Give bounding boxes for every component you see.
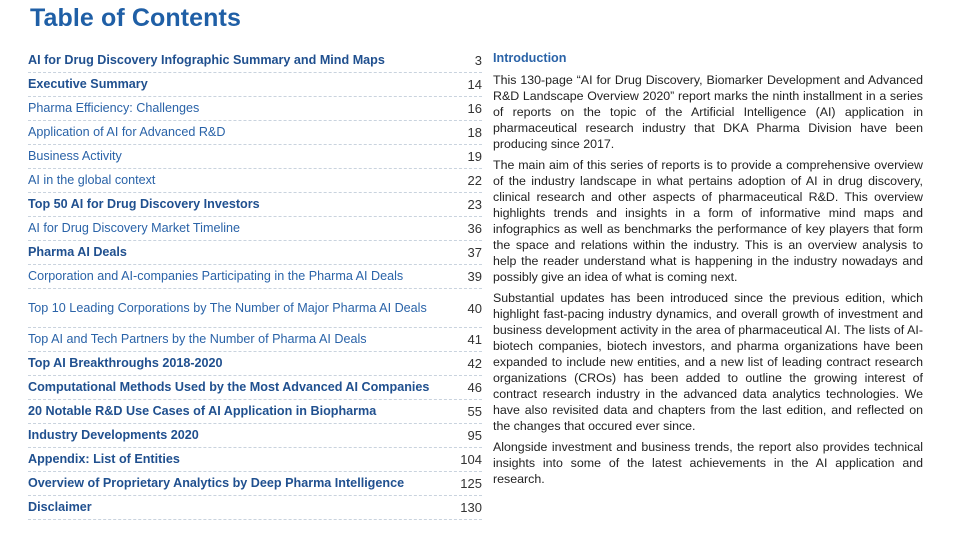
toc-entry[interactable] bbox=[28, 169, 482, 193]
toc-entry[interactable] bbox=[28, 448, 482, 472]
toc-entry[interactable] bbox=[28, 376, 482, 400]
toc-entry-title: AI for Drug Discovery Market Timeline bbox=[28, 221, 241, 235]
toc-entry-title: Appendix: List of Entities bbox=[28, 452, 180, 466]
introduction-paragraph: This 130-page “AI for Drug Discovery, Biomarker Development and Advanced R&D Landscape Overview 2020” report marks the ninth installment in a series of reports on the topic of the Artificial Intelligence (AI) application in pharmaceutical research industry that DKA Pharma Division have been producing since 2017. bbox=[493, 73, 923, 151]
toc-entry-page-number: 37 bbox=[467, 245, 482, 260]
toc-entry-page-number: 95 bbox=[467, 428, 482, 443]
toc-entry-title: Computational Methods Used by the Most Advanced AI Companies bbox=[28, 380, 430, 394]
toc-entry[interactable] bbox=[28, 328, 482, 352]
toc-entry-page-number: 14 bbox=[467, 77, 482, 92]
toc-entry-title: Top AI Breakthroughs 2018-2020 bbox=[28, 356, 223, 370]
introduction-heading: Introduction bbox=[493, 51, 567, 65]
toc-entry-page-number: 55 bbox=[467, 404, 482, 419]
introduction-section bbox=[493, 51, 923, 492]
toc-entry-page-number: 125 bbox=[460, 476, 482, 491]
toc-entry-page-number: 104 bbox=[460, 452, 482, 467]
toc-entry-title: Industry Developments 2020 bbox=[28, 428, 199, 442]
introduction-paragraph: Alongside investment and business trends, the report also provides technical insights into some of the latest achievements in the AI application and research. bbox=[493, 440, 923, 486]
toc-entry-page-number: 42 bbox=[467, 356, 482, 371]
toc-entry-page-number: 40 bbox=[467, 300, 482, 316]
introduction-paragraph: Substantial updates has been introduced since the previous edition, which highlight fast-pacing industry dynamics, and overall growth of investment and business development activity in the area of pharmaceutical AI. The lists of AI-biotech companies, biotech investors, and pharma organizations have been expanded to include new entities, and a new list of leading contract research organizations (CROs) has been added to outline the growing interest of contract research industry in the advanced data analytics technologies. We have also revisited data and chapters from the last edition, and reflected on the changes that occured ever since. bbox=[493, 291, 923, 433]
table-of-contents bbox=[28, 49, 482, 520]
toc-entry-page-number: 130 bbox=[460, 500, 482, 515]
toc-entry[interactable] bbox=[28, 49, 482, 73]
toc-entry-title: Business Activity bbox=[28, 149, 122, 163]
introduction-paragraph: The main aim of this series of reports is to provide a comprehensive overview of the industry landscape in what pertains adoption of AI in drug discovery, clinical research and other aspects of pharmaceutical R&D. This overview highlights trends and insights in a form of informative mind maps and infographics as well as benchmarks the performance of key players that form the space and relations within the industry. This is an overview analysis to help the reader understand what is happening in the industry nowadays and possibly give an idea of what is coming next. bbox=[493, 158, 923, 284]
toc-entry[interactable] bbox=[28, 400, 482, 424]
toc-entry[interactable] bbox=[28, 241, 482, 265]
toc-entry-title: Application of AI for Advanced R&D bbox=[28, 125, 226, 139]
toc-entry-title: Overview of Proprietary Analytics by Deep Pharma Intelligence bbox=[28, 476, 405, 490]
toc-entry[interactable] bbox=[28, 472, 482, 496]
toc-entry[interactable] bbox=[28, 424, 482, 448]
toc-entry-title: Pharma Efficiency: Challenges bbox=[28, 101, 200, 115]
toc-entry[interactable] bbox=[28, 352, 482, 376]
toc-entry-page-number: 18 bbox=[467, 125, 482, 140]
toc-entry-page-number: 23 bbox=[467, 197, 482, 212]
toc-entry-page-number: 39 bbox=[467, 269, 482, 284]
toc-entry-title: Disclaimer bbox=[28, 500, 92, 514]
toc-entry-page-number: 46 bbox=[467, 380, 482, 395]
toc-entry[interactable] bbox=[28, 121, 482, 145]
toc-entry[interactable] bbox=[28, 265, 482, 289]
toc-entry-page-number: 19 bbox=[467, 149, 482, 164]
toc-entry[interactable] bbox=[28, 73, 482, 97]
toc-entry[interactable] bbox=[28, 97, 482, 121]
toc-entry-page-number: 36 bbox=[467, 221, 482, 236]
toc-entry-title: AI for Drug Discovery Infographic Summary and Mind Maps bbox=[28, 53, 385, 67]
toc-entry[interactable] bbox=[28, 217, 482, 241]
toc-entry-title: AI in the global context bbox=[28, 173, 156, 187]
toc-entry-title: Top 50 AI for Drug Discovery Investors bbox=[28, 197, 260, 211]
toc-entry-title: Pharma AI Deals bbox=[28, 245, 127, 259]
toc-entry-page-number: 22 bbox=[467, 173, 482, 188]
toc-entry-title: Top 10 Leading Corporations by The Number of Major Pharma AI Deals bbox=[28, 300, 427, 315]
toc-entry-page-number: 41 bbox=[467, 332, 482, 347]
toc-entry-title: 20 Notable R&D Use Cases of AI Application in Biopharma bbox=[28, 404, 377, 418]
toc-entry-page-number: 3 bbox=[474, 53, 482, 68]
toc-entry-title: Corporation and AI-companies Participating in the Pharma AI Deals bbox=[28, 269, 404, 283]
toc-entry[interactable] bbox=[28, 193, 482, 217]
toc-entry[interactable] bbox=[28, 289, 482, 328]
toc-entry-title: Executive Summary bbox=[28, 77, 148, 91]
page-title: Table of Contents bbox=[30, 4, 241, 32]
toc-entry[interactable] bbox=[28, 496, 482, 520]
toc-entry-title: Top AI and Tech Partners by the Number of Pharma AI Deals bbox=[28, 332, 367, 346]
toc-entry[interactable] bbox=[28, 145, 482, 169]
toc-entry-page-number: 16 bbox=[467, 101, 482, 116]
